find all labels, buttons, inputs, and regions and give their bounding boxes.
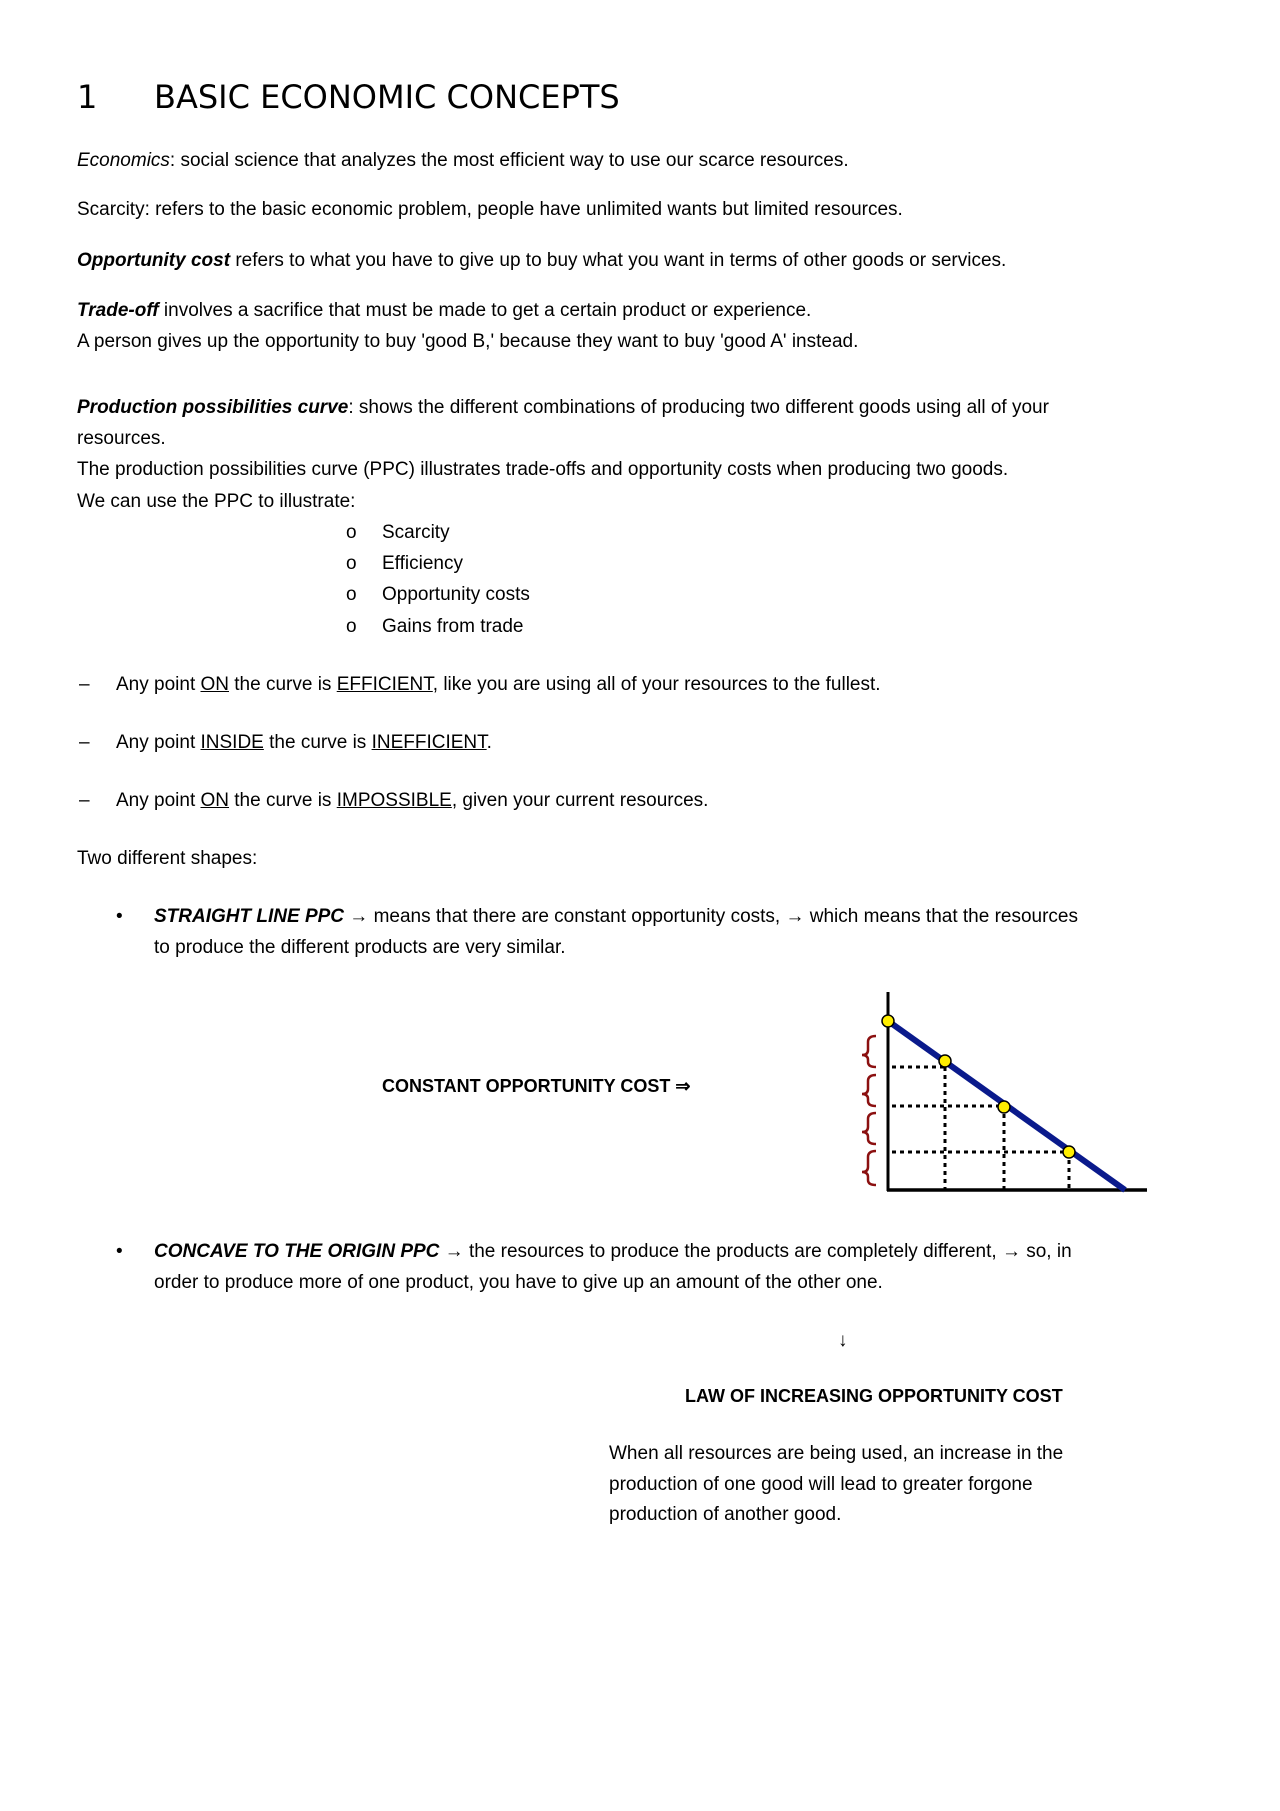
concave-ppc bbox=[154, 1241, 1072, 1263]
heading-title: BASIC ECONOMIC CONCEPTS bbox=[154, 78, 620, 116]
bullet-marker: • bbox=[116, 1241, 123, 1262]
text: Any point bbox=[116, 732, 201, 753]
list-marker: o bbox=[346, 522, 357, 543]
text: , given your current resources. bbox=[451, 790, 709, 811]
list-item: Gains from trade bbox=[382, 616, 524, 637]
brace-icons bbox=[862, 1036, 876, 1185]
underlined-text: EFFICIENT bbox=[336, 674, 433, 695]
ppc-point bbox=[939, 1055, 951, 1067]
ppc-point bbox=[882, 1015, 894, 1027]
list-marker: o bbox=[346, 553, 357, 574]
list-item: Efficiency bbox=[382, 553, 463, 574]
text: . bbox=[486, 732, 492, 753]
list-marker: o bbox=[346, 616, 357, 637]
law-text-line: production of one good will lead to greater forgone bbox=[609, 1474, 1033, 1495]
brace-icon bbox=[862, 1151, 876, 1185]
dash-marker: – bbox=[79, 674, 90, 695]
ppc-point bbox=[998, 1101, 1010, 1113]
text: Any point bbox=[116, 790, 201, 811]
shapes-intro: Two different shapes: bbox=[77, 848, 258, 869]
term: CONCAVE TO THE ORIGIN PPC bbox=[154, 1241, 440, 1262]
term: Opportunity cost bbox=[77, 250, 231, 271]
term: Production possibilities curve bbox=[77, 397, 349, 418]
underlined-text: IMPOSSIBLE bbox=[336, 790, 452, 811]
scarcity-definition: Scarcity: refers to the basic economic problem, people have unlimited wants but limited resources. bbox=[77, 199, 903, 220]
dash-marker: – bbox=[79, 732, 90, 753]
term: STRAIGHT LINE PPC bbox=[154, 906, 345, 927]
brace-icon bbox=[862, 1036, 876, 1067]
concave-ppc-cont: order to produce more of one product, you have to give up an amount of the other one. bbox=[154, 1272, 883, 1293]
list-item: Scarcity bbox=[382, 522, 450, 543]
list-marker: o bbox=[346, 584, 357, 605]
definition-text: involves a sacrifice that must be made to get a certain product or experience. bbox=[158, 300, 812, 321]
ppc-definition-cont: resources. bbox=[77, 428, 166, 449]
down-arrow-icon: ↓ bbox=[838, 1330, 848, 1351]
definition-text: : social science that analyzes the most efficient way to use our scarce resources. bbox=[169, 150, 849, 171]
underlined-text: INSIDE bbox=[200, 732, 264, 753]
ppc-description: The production possibilities curve (PPC) illustrates trade-offs and opportunity costs when producing two goods. bbox=[77, 459, 1009, 480]
text: → means that there are constant opportunity costs, → which means that the resources bbox=[344, 906, 1078, 927]
term: Economics bbox=[77, 150, 170, 171]
text: the curve is bbox=[229, 790, 337, 811]
definition-text: : shows the different combinations of producing two different goods using all of your bbox=[348, 397, 1049, 418]
text: , like you are using all of your resources to the fullest. bbox=[432, 674, 881, 695]
straight-line-ppc-cont: to produce the different products are very similar. bbox=[154, 937, 566, 958]
text: → the resources to produce the products are completely different, → so, in bbox=[439, 1241, 1072, 1262]
text: the curve is bbox=[229, 674, 337, 695]
heading-number: 1 bbox=[77, 78, 98, 116]
trade-off-example: A person gives up the opportunity to buy 'good B,' because they want to buy 'good A' instead. bbox=[77, 331, 859, 352]
brace-icon bbox=[862, 1075, 876, 1106]
term: Trade-off bbox=[77, 300, 159, 321]
underlined-text: ON bbox=[200, 790, 229, 811]
text: Any point bbox=[116, 674, 201, 695]
ppc-point bbox=[1063, 1146, 1075, 1158]
list-item: Opportunity costs bbox=[382, 584, 530, 605]
definition-text: refers to what you have to give up to buy what you want in terms of other goods or services. bbox=[230, 250, 1007, 271]
underlined-text: INEFFICIENT bbox=[371, 732, 487, 753]
text: the curve is bbox=[263, 732, 372, 753]
law-text-line: production of another good. bbox=[609, 1504, 842, 1525]
underlined-text: ON bbox=[200, 674, 229, 695]
dash-marker: – bbox=[79, 790, 90, 811]
law-text-line: When all resources are being used, an increase in the bbox=[609, 1443, 1064, 1464]
ppc-illustrate-intro: We can use the PPC to illustrate: bbox=[77, 491, 356, 512]
constant-opportunity-cost-label: CONSTANT OPPORTUNITY COST ⇒ bbox=[382, 1076, 691, 1096]
brace-icon bbox=[862, 1113, 876, 1144]
law-title: LAW OF INCREASING OPPORTUNITY COST bbox=[685, 1386, 1063, 1406]
bullet-marker: • bbox=[116, 906, 123, 927]
